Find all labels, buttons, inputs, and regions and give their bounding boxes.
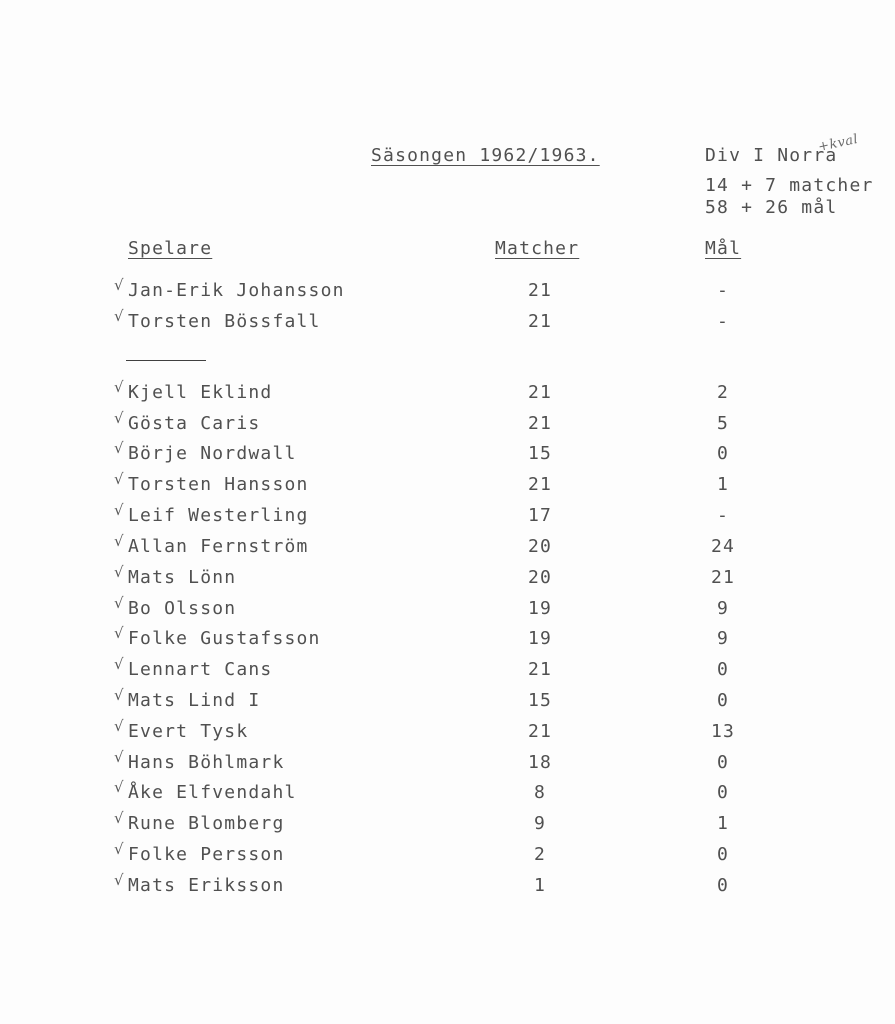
check-mark-icon: √	[114, 276, 125, 294]
check-mark-icon: √	[114, 409, 125, 427]
table-row	[0, 778, 895, 808]
check-mark-icon: √	[114, 655, 125, 673]
player-name: Folke Gustafsson	[128, 628, 321, 649]
player-goals: 9	[716, 628, 730, 649]
player-matches: 19	[527, 598, 553, 619]
check-mark-icon: √	[114, 307, 125, 325]
player-matches: 20	[527, 567, 553, 588]
player-goals: -	[716, 311, 730, 332]
player-matches: 20	[527, 536, 553, 557]
table-row	[0, 501, 895, 531]
player-matches: 8	[533, 782, 547, 803]
season-title: Säsongen 1962/1963.	[371, 145, 600, 166]
table-row	[0, 748, 895, 778]
table-row	[0, 840, 895, 870]
summary-matches: 14 + 7 matcher	[705, 175, 874, 196]
handwritten-note: +kval	[816, 131, 860, 156]
player-name: Mats Eriksson	[128, 875, 285, 896]
player-name: Kjell Eklind	[128, 382, 273, 403]
check-mark-icon: √	[114, 686, 125, 704]
player-matches: 21	[527, 413, 553, 434]
player-goals: 13	[710, 721, 736, 742]
table-row	[0, 307, 895, 337]
table-row	[0, 378, 895, 408]
player-goals: -	[716, 280, 730, 301]
player-goals: -	[716, 505, 730, 526]
player-matches: 21	[527, 311, 553, 332]
player-matches: 17	[527, 505, 553, 526]
check-mark-icon: √	[114, 809, 125, 827]
player-goals: 0	[716, 782, 730, 803]
player-goals: 0	[716, 875, 730, 896]
player-matches: 9	[533, 813, 547, 834]
division-label: Div I Norra	[705, 145, 838, 166]
player-matches: 21	[527, 474, 553, 495]
table-row	[0, 717, 895, 747]
player-name: Jan-Erik Johansson	[128, 280, 345, 301]
table-row	[0, 439, 895, 469]
player-name: Hans Böhlmark	[128, 752, 285, 773]
column-header-goals: Mål	[705, 238, 742, 259]
table-row	[0, 276, 895, 306]
player-name: Torsten Hansson	[128, 474, 309, 495]
table-row	[0, 624, 895, 654]
table-row	[0, 686, 895, 716]
section-divider	[126, 360, 206, 361]
player-matches: 1	[533, 875, 547, 896]
player-matches: 21	[527, 659, 553, 680]
player-matches: 21	[527, 280, 553, 301]
player-goals: 1	[716, 813, 730, 834]
table-row	[0, 594, 895, 624]
check-mark-icon: √	[114, 778, 125, 796]
player-goals: 2	[716, 382, 730, 403]
check-mark-icon: √	[114, 871, 125, 889]
table-row	[0, 409, 895, 439]
player-goals: 5	[716, 413, 730, 434]
player-name: Leif Westerling	[128, 505, 309, 526]
check-mark-icon: √	[114, 594, 125, 612]
player-goals: 1	[716, 474, 730, 495]
summary-goals: 58 + 26 mål	[705, 197, 838, 218]
player-goals: 24	[710, 536, 736, 557]
player-goals: 0	[716, 443, 730, 464]
check-mark-icon: √	[114, 717, 125, 735]
check-mark-icon: √	[114, 470, 125, 488]
player-name: Evert Tysk	[128, 721, 249, 742]
player-name: Gösta Caris	[128, 413, 261, 434]
table-row	[0, 563, 895, 593]
player-matches: 2	[533, 844, 547, 865]
player-goals: 0	[716, 659, 730, 680]
player-matches: 21	[527, 382, 553, 403]
player-name: Bo Olsson	[128, 598, 237, 619]
player-goals: 0	[716, 690, 730, 711]
player-goals: 0	[716, 752, 730, 773]
check-mark-icon: √	[114, 532, 125, 550]
check-mark-icon: √	[114, 501, 125, 519]
player-goals: 9	[716, 598, 730, 619]
table-row	[0, 655, 895, 685]
player-name: Åke Elfvendahl	[128, 782, 297, 803]
player-name: Torsten Bössfall	[128, 311, 321, 332]
player-matches: 15	[527, 443, 553, 464]
table-row	[0, 809, 895, 839]
column-header-player: Spelare	[128, 238, 213, 259]
player-goals: 21	[710, 567, 736, 588]
check-mark-icon: √	[114, 748, 125, 766]
table-row	[0, 532, 895, 562]
check-mark-icon: √	[114, 439, 125, 457]
player-name: Mats Lind I	[128, 690, 261, 711]
check-mark-icon: √	[114, 840, 125, 858]
player-matches: 15	[527, 690, 553, 711]
player-matches: 19	[527, 628, 553, 649]
player-name: Lennart Cans	[128, 659, 273, 680]
player-matches: 21	[527, 721, 553, 742]
check-mark-icon: √	[114, 378, 125, 396]
player-name: Mats Lönn	[128, 567, 237, 588]
check-mark-icon: √	[114, 563, 125, 581]
column-header-matches: Matcher	[495, 238, 580, 259]
table-row	[0, 470, 895, 500]
player-matches: 18	[527, 752, 553, 773]
table-row	[0, 871, 895, 901]
player-name: Börje Nordwall	[128, 443, 297, 464]
player-name: Folke Persson	[128, 844, 285, 865]
player-name: Rune Blomberg	[128, 813, 285, 834]
check-mark-icon: √	[114, 624, 125, 642]
player-goals: 0	[716, 844, 730, 865]
player-name: Allan Fernström	[128, 536, 309, 557]
